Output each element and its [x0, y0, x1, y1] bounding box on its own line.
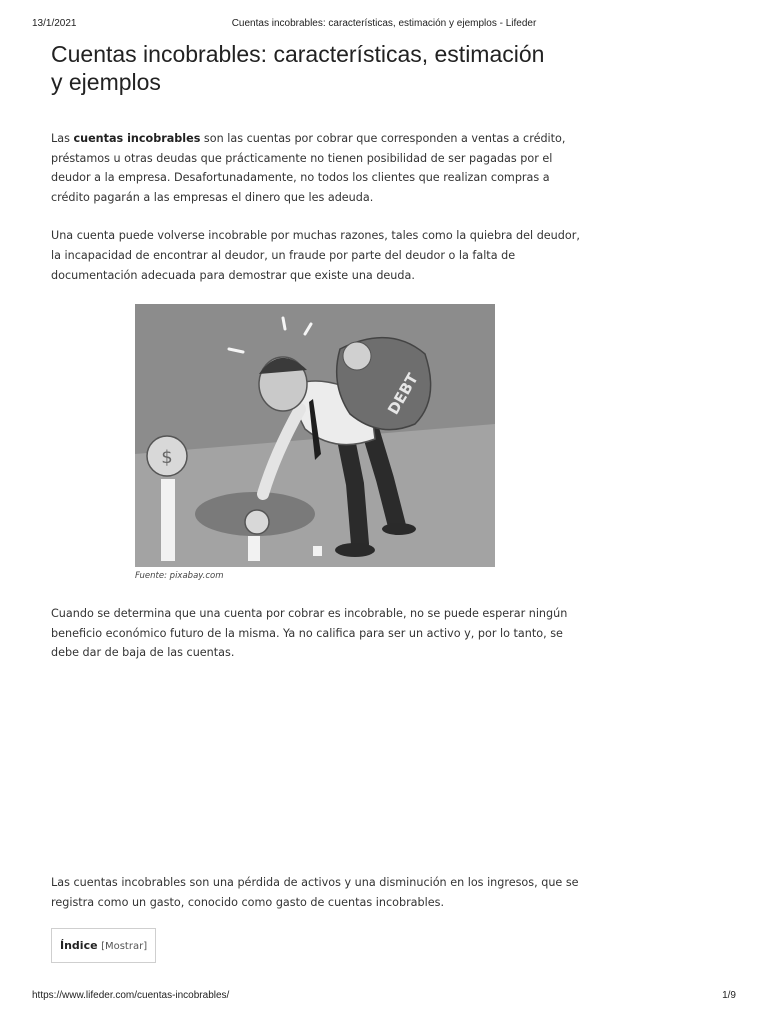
print-date: 13/1/2021 [32, 18, 77, 29]
article-heading [51, 40, 591, 96]
heading-line-2: y ejemplos [51, 69, 161, 95]
heading-line-1: Cuentas incobrables: características, estimación [51, 41, 545, 67]
intro-lead: Las [51, 132, 74, 145]
intro-rest: son las cuentas por cobrar que corresponden a ventas a crédito, préstamos u otras deudas que prácticamente no tienen posibilidad de ser pagadas por el deudor a la empresa. Desafortunadamente, no todos los clientes que realizan compras a crédito pagarán a las empresas el dinero que les adeuda. [51, 132, 566, 204]
toc-title: Índice [60, 939, 98, 953]
svg-text:$: $ [161, 447, 173, 469]
figure-caption: Fuente: pixabay.com [135, 571, 224, 582]
print-page-number: 1/9 [722, 990, 736, 1001]
table-of-contents-box[interactable] [51, 928, 156, 963]
debt-illustration [135, 304, 495, 567]
figure [135, 304, 495, 581]
paragraph-intro [51, 129, 591, 207]
intro-bold-term: cuentas incobrables [73, 132, 201, 145]
print-footer [32, 990, 736, 1004]
blank-space [51, 663, 591, 873]
print-header [32, 18, 736, 32]
print-url: https://www.lifeder.com/cuentas-incobrables/ [32, 990, 230, 1001]
paragraph-writeoff: Cuando se determina que una cuenta por cobrar es incobrable, no se puede esperar ningún beneficio económico futuro de la misma. Ya no califica para ser un activo y, por lo tanto, se debe dar de baja de las cuentas. [51, 607, 568, 660]
article [51, 40, 591, 963]
debt-bag-label: DEBT [384, 370, 422, 418]
print-page-title: Cuentas incobrables: características, estimación y ejemplos - Lifeder [231, 18, 537, 29]
paragraph-reasons: Una cuenta puede volverse incobrable por muchas razones, tales como la quiebra del deudor, la incapacidad de encontrar al deudor, un fraude por parte del deudor o la falta de documentación adecuada para demostrar que existe una deuda. [51, 229, 580, 282]
toc-show-toggle[interactable]: [Mostrar] [101, 941, 148, 953]
paragraph-expense: Las cuentas incobrables son una pérdida de activos y una disminución en los ingresos, que se registra como un gasto, conocido como gasto de cuentas incobrables. [51, 875, 579, 909]
